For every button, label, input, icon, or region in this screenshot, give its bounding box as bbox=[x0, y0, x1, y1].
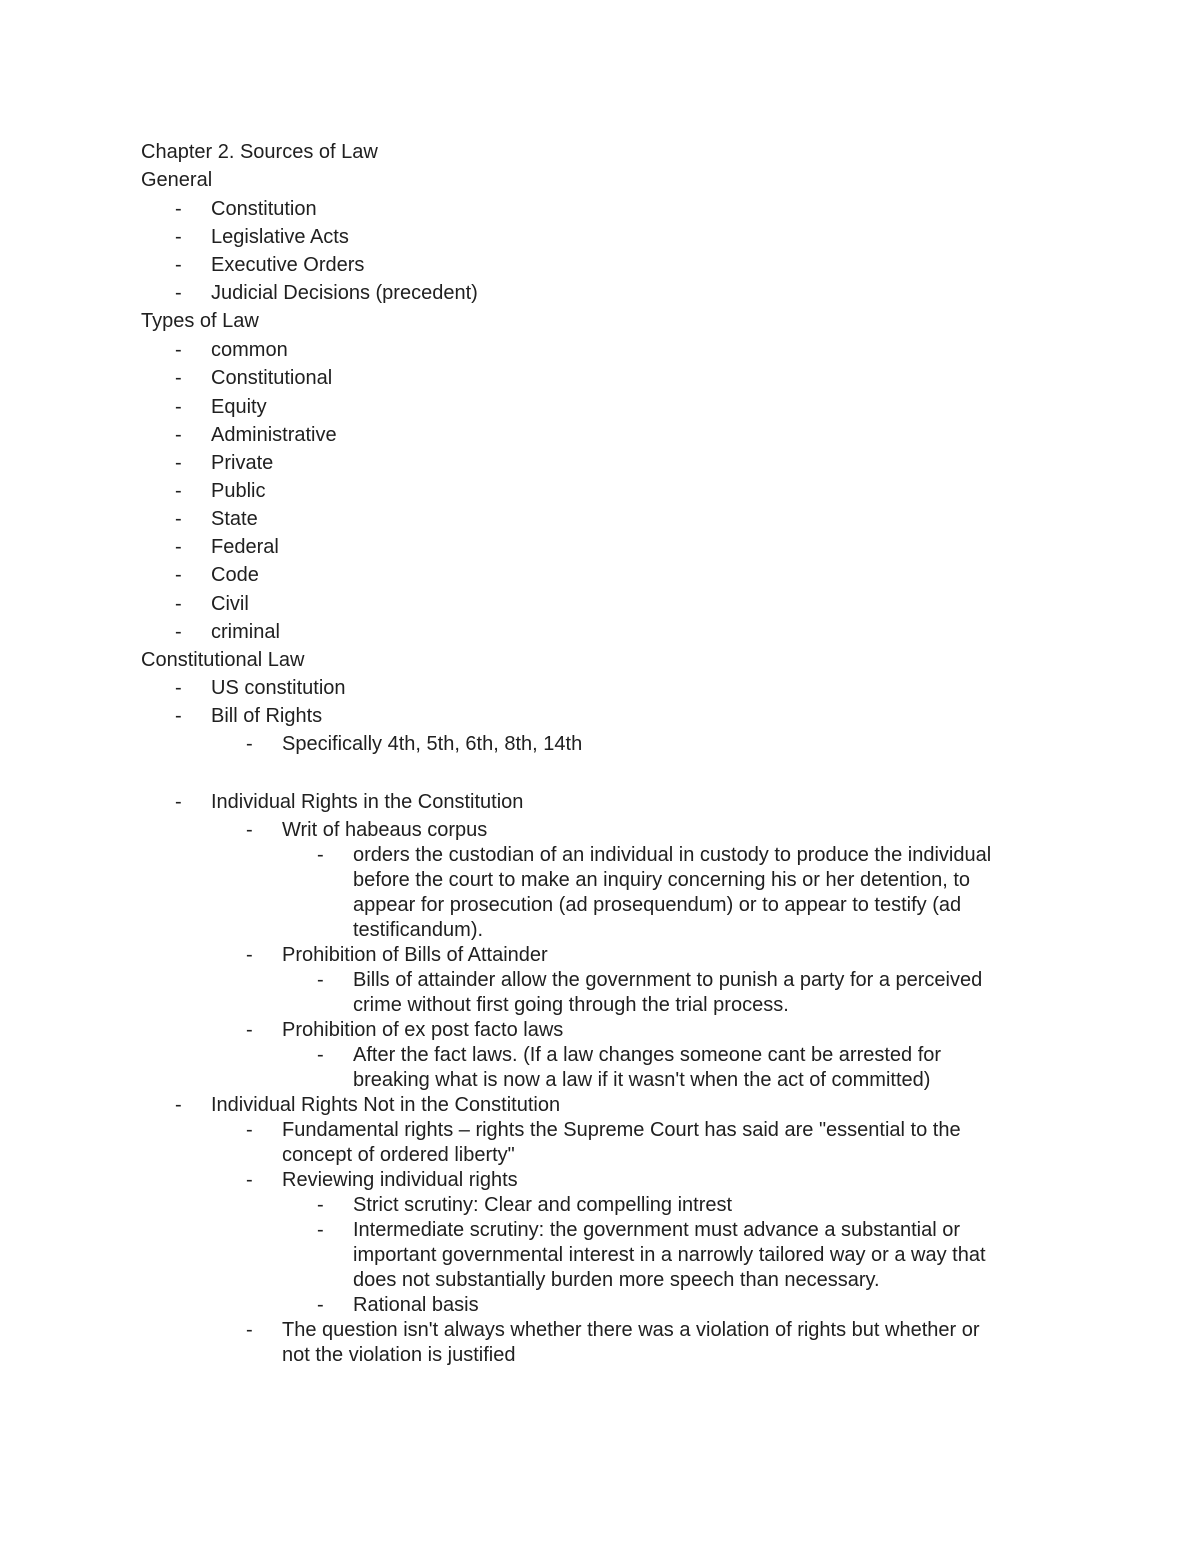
list-item bbox=[141, 1294, 1071, 1319]
list-item-text-line: appear for prosecution (ad prosequendum) or to appear to testify (ad bbox=[353, 894, 962, 916]
bullet-dash: - bbox=[317, 1194, 324, 1216]
bullet-dash: - bbox=[175, 508, 182, 530]
list-item-text: Judicial Decisions (precedent) bbox=[211, 282, 478, 304]
list-item-text-line: After the fact laws. (If a law changes someone cant be arrested for bbox=[353, 1044, 942, 1066]
list-item bbox=[141, 226, 1071, 254]
list-item bbox=[141, 969, 1071, 1019]
bullet-dash: - bbox=[175, 424, 182, 446]
list-item-text: Constitution bbox=[211, 198, 317, 220]
list-item bbox=[141, 254, 1071, 282]
bullet-dash: - bbox=[246, 1319, 253, 1341]
list-item-text: Bill of Rights bbox=[211, 705, 323, 727]
list-item-text: Legislative Acts bbox=[211, 226, 349, 248]
list-item-text: Code bbox=[211, 564, 259, 586]
list-item bbox=[141, 367, 1071, 396]
list-item-text: Constitutional bbox=[211, 367, 333, 389]
bullet-dash: - bbox=[175, 367, 182, 389]
list-item-text: Prohibition of ex post facto laws bbox=[282, 1019, 564, 1041]
document-body bbox=[141, 141, 1071, 1369]
list-item-text: Federal bbox=[211, 536, 279, 558]
bullet-dash: - bbox=[246, 733, 253, 755]
list-item bbox=[141, 819, 1071, 844]
bullet-dash: - bbox=[246, 944, 253, 966]
list-item-text: Prohibition of Bills of Attainder bbox=[282, 944, 548, 966]
list-item bbox=[141, 791, 1071, 819]
list-item-text-line: important governmental interest in a narrowly tailored way or a way that bbox=[353, 1244, 986, 1266]
bullet-dash: - bbox=[246, 1169, 253, 1191]
list-item bbox=[141, 1044, 1071, 1094]
bullet-dash: - bbox=[246, 1119, 253, 1141]
bullet-dash: - bbox=[317, 969, 324, 991]
list-item-text-line: breaking what is now a law if it wasn't when the act of committed) bbox=[353, 1069, 931, 1091]
list-item bbox=[141, 1119, 1071, 1169]
list-item-text-line: orders the custodian of an individual in custody to produce the individual bbox=[353, 844, 992, 866]
list-item-text: common bbox=[211, 339, 288, 361]
list-item-text: Reviewing individual rights bbox=[282, 1169, 518, 1191]
bullet-dash: - bbox=[175, 564, 182, 586]
bullet-dash: - bbox=[246, 819, 253, 841]
list-item bbox=[141, 1019, 1071, 1044]
bullet-dash: - bbox=[317, 844, 324, 866]
bullet-dash: - bbox=[175, 254, 182, 276]
list-item bbox=[141, 1219, 1071, 1294]
list-item-text: Civil bbox=[211, 593, 249, 615]
bullet-dash: - bbox=[175, 705, 182, 727]
list-item bbox=[141, 677, 1071, 705]
list-item-text-line: not the violation is justified bbox=[282, 1344, 516, 1366]
list-item bbox=[141, 396, 1071, 424]
list-item bbox=[141, 1194, 1071, 1219]
list-item bbox=[141, 198, 1071, 226]
list-item-text-line: Intermediate scrutiny: the government must advance a substantial or bbox=[353, 1219, 960, 1241]
bullet-dash: - bbox=[175, 791, 182, 813]
list-item-text: Rational basis bbox=[353, 1294, 479, 1316]
section-heading-constitutional-law: Constitutional Law bbox=[141, 649, 305, 671]
list-item bbox=[141, 282, 1071, 310]
list-item-text-line: The question isn't always whether there was a violation of rights but whether or bbox=[282, 1319, 980, 1341]
list-item bbox=[141, 1094, 1071, 1119]
list-item-text: Administrative bbox=[211, 424, 337, 446]
bullet-dash: - bbox=[317, 1219, 324, 1241]
bullet-dash: - bbox=[175, 282, 182, 304]
bullet-dash: - bbox=[175, 339, 182, 361]
list-item-text: Public bbox=[211, 480, 266, 502]
list-item-text: Equity bbox=[211, 396, 267, 418]
list-item-text: Writ of habeaus corpus bbox=[282, 819, 488, 841]
list-item-text-line: crime without first going through the trial process. bbox=[353, 994, 789, 1016]
list-item bbox=[141, 844, 1071, 944]
list-item bbox=[141, 705, 1071, 733]
list-item-text-line: before the court to make an inquiry concerning his or her detention, to bbox=[353, 869, 971, 891]
list-item bbox=[141, 1169, 1071, 1194]
bullet-dash: - bbox=[317, 1294, 324, 1316]
bullet-dash: - bbox=[317, 1044, 324, 1066]
bullet-dash: - bbox=[175, 621, 182, 643]
bullet-dash: - bbox=[175, 452, 182, 474]
bullet-dash: - bbox=[175, 593, 182, 615]
list-item bbox=[141, 508, 1071, 536]
bullet-dash: - bbox=[175, 396, 182, 418]
bullet-dash: - bbox=[175, 677, 182, 699]
list-item bbox=[141, 733, 1071, 791]
list-item-text-line: testificandum). bbox=[353, 919, 484, 941]
bullet-dash: - bbox=[175, 198, 182, 220]
list-item bbox=[141, 1319, 1071, 1369]
bullet-dash: - bbox=[175, 1094, 182, 1116]
document-title: Chapter 2. Sources of Law bbox=[141, 141, 378, 163]
list-item bbox=[141, 480, 1071, 508]
list-item bbox=[141, 452, 1071, 480]
section-heading-general: General bbox=[141, 169, 213, 191]
bullet-dash: - bbox=[175, 480, 182, 502]
list-item bbox=[141, 944, 1071, 969]
list-item-text-line: does not substantially burden more speech than necessary. bbox=[353, 1269, 880, 1291]
list-item-text: Specifically 4th, 5th, 6th, 8th, 14th bbox=[282, 733, 583, 755]
list-item-text-line: Bills of attainder allow the government to punish a party for a perceived bbox=[353, 969, 983, 991]
list-item-text: State bbox=[211, 508, 258, 530]
list-item-text: Executive Orders bbox=[211, 254, 365, 276]
list-item bbox=[141, 339, 1071, 367]
section-heading-types-of-law: Types of Law bbox=[141, 310, 259, 332]
list-item-text: Individual Rights in the Constitution bbox=[211, 791, 524, 813]
list-item bbox=[141, 536, 1071, 564]
list-item-text: Strict scrutiny: Clear and compelling intrest bbox=[353, 1194, 733, 1216]
bullet-dash: - bbox=[246, 1019, 253, 1041]
list-item-text: Private bbox=[211, 452, 274, 474]
bullet-dash: - bbox=[175, 226, 182, 248]
list-item-text-line: Fundamental rights – rights the Supreme Court has said are "essential to the bbox=[282, 1119, 961, 1141]
list-item bbox=[141, 593, 1071, 621]
list-item bbox=[141, 424, 1071, 452]
list-item bbox=[141, 621, 1071, 649]
list-item-text: criminal bbox=[211, 621, 280, 643]
bullet-dash: - bbox=[175, 536, 182, 558]
list-item-text-line: concept of ordered liberty" bbox=[282, 1144, 515, 1166]
list-item-text: US constitution bbox=[211, 677, 346, 699]
list-item-text: Individual Rights Not in the Constitution bbox=[211, 1094, 561, 1116]
list-item bbox=[141, 564, 1071, 593]
